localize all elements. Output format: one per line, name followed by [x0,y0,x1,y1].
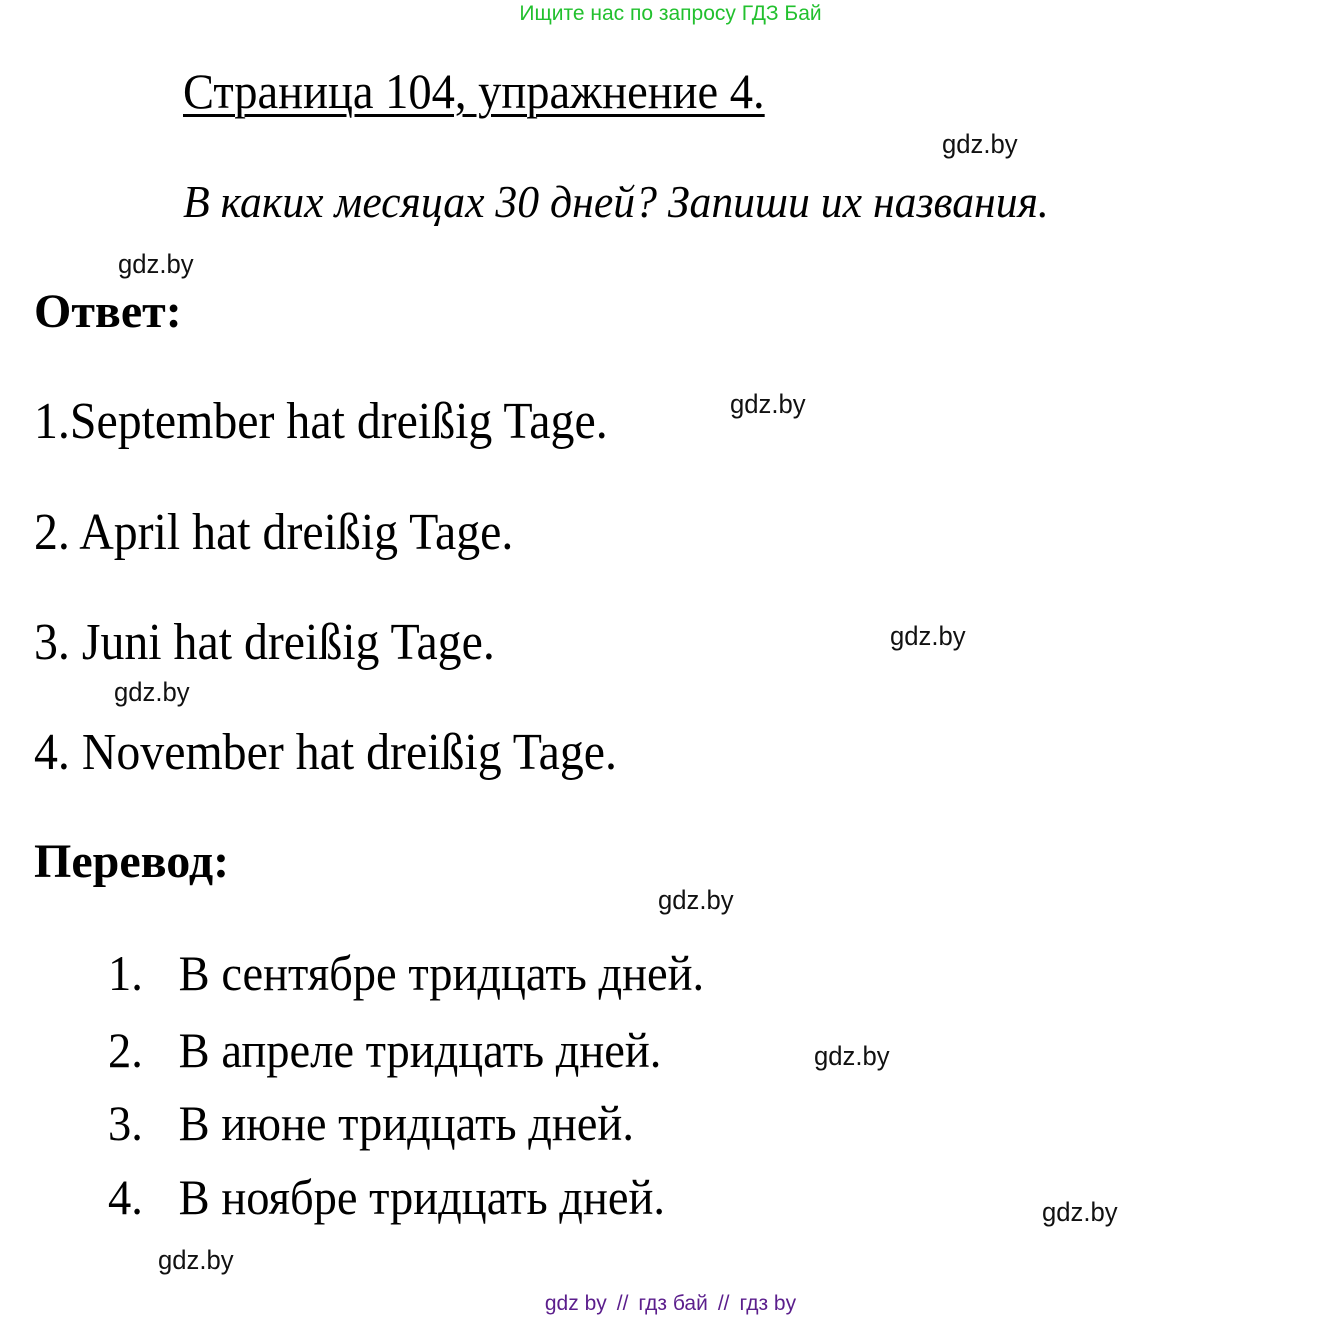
footer-link-gdz-by-cyr[interactable]: гдз by [739,1292,797,1315]
translation-item-text: В апреле тридцать дней. [178,1022,662,1078]
translation-item-number: 3. [108,1095,143,1151]
watermark: gdz.by [890,621,966,651]
watermark: gdz.by [814,1041,890,1071]
translation-item-4 [108,1168,665,1226]
answer-line-1: 1.September hat dreißig Tage. [34,393,608,450]
page-title: Страница 104, упражнение 4. [183,63,765,119]
answer-heading: Ответ: [34,285,182,338]
translation-item-1 [108,944,704,1002]
watermark: gdz.by [730,389,806,419]
watermark: gdz.by [942,129,1018,159]
top-banner: Ищите нас по запросу ГДЗ Бай [519,2,822,25]
translation-item-text: В сентябре тридцать дней. [178,945,705,1001]
footer [0,1290,1341,1318]
translation-item-2 [108,1021,661,1079]
answer-line-3: 3. Juni hat dreißig Tage. [34,614,495,671]
footer-separator: // [616,1292,629,1315]
translation-item-3 [108,1094,634,1152]
footer-link-gdz-bai[interactable]: гдз бай [638,1292,708,1315]
watermark: gdz.by [658,885,734,915]
watermark: gdz.by [158,1245,234,1275]
footer-separator: // [717,1292,730,1315]
translation-item-text: В ноябре тридцать дней. [178,1169,665,1225]
footer-link-gdz-by[interactable]: gdz by [544,1292,607,1315]
exercise-question: В каких месяцах 30 дней? Запиши их названия. [183,176,1049,227]
translation-item-text: В июне тридцать дней. [178,1095,634,1151]
watermark: gdz.by [114,677,190,707]
translation-item-number: 2. [108,1022,143,1078]
translation-heading: Перевод: [34,835,230,888]
watermark: gdz.by [1042,1197,1118,1227]
answer-line-2: 2. April hat dreißig Tage. [34,504,514,561]
answer-line-4: 4. November hat dreißig Tage. [34,724,617,781]
translation-item-number: 4. [108,1169,143,1225]
translation-item-number: 1. [108,945,143,1001]
watermark: gdz.by [118,249,194,279]
